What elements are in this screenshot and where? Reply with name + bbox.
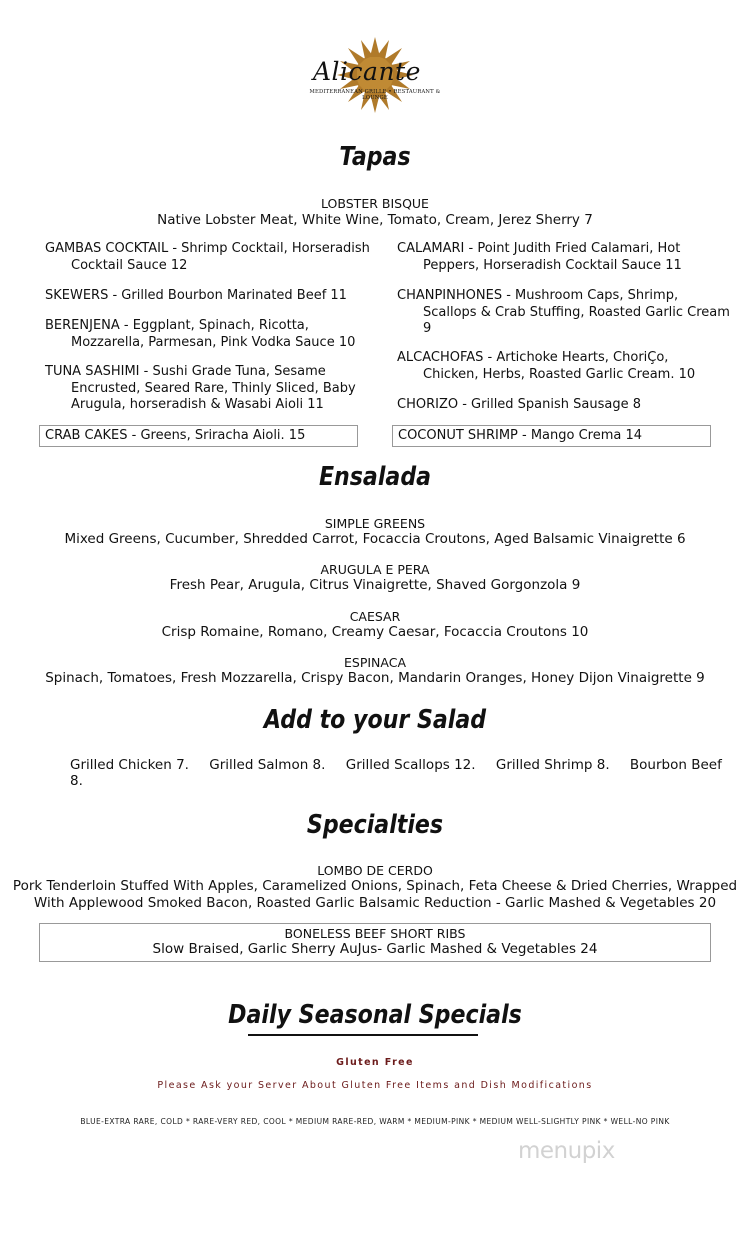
- menu-item-crab-cakes: CRAB CAKES - Greens, Sriracha Aioli. 15: [45, 428, 306, 443]
- menu-item-berenjena: BERENJENA - Eggplant, Spinach, Ricotta, Mozzarella, Parmesan, Pink Vodka Sauce 10: [45, 318, 356, 350]
- menu-item-chanpinhones: CHANPINHONES - Mushroom Caps, Shrimp, Scallops & Crab Stuffing, Roasted Garlic Cream 9: [397, 288, 730, 336]
- salad-desc: Spinach, Tomatoes, Fresh Mozzarella, Crispy Bacon, Mandarin Oranges, Honey Dijon Vinaigrette 9: [45, 670, 705, 686]
- lobster-bisque-title: LOBSTER BISQUE: [321, 196, 429, 211]
- ensalada-heading: Ensalada: [318, 462, 432, 492]
- logo-tagline: MEDITERRANEAN GRILLE • RESTAURANT & LOUNGE: [309, 89, 441, 101]
- tapas-heading: Tapas: [339, 142, 411, 172]
- lobster-bisque-desc: Native Lobster Meat, White Wine, Tomato, Cream, Jerez Sherry 7: [157, 212, 593, 228]
- addon-item: Grilled Chicken 7.: [70, 757, 189, 773]
- menu-item-skewers: SKEWERS - Grilled Bourbon Marinated Beef 11: [45, 288, 347, 303]
- logo-name: Alicante: [313, 57, 421, 86]
- daily-specials-heading: Daily Seasonal Specials: [228, 1000, 522, 1030]
- daily-specials-underline: [248, 1034, 478, 1036]
- salad-addons-list: [70, 757, 750, 789]
- specialties-heading: Specialties: [306, 810, 444, 840]
- salad-desc: Crisp Romaine, Romano, Creamy Caesar, Focaccia Croutons 10: [161, 624, 589, 640]
- addon-item: Grilled Salmon 8.: [209, 757, 326, 773]
- addon-item: Bourbon Beef 8.: [70, 757, 722, 789]
- short-ribs-title: BONELESS BEEF SHORT RIBS: [284, 926, 466, 941]
- addon-item: Grilled Shrimp 8.: [495, 757, 610, 773]
- gluten-free-note: Please Ask your Server About Gluten Free Items and Dish Modifications: [157, 1080, 593, 1091]
- salad-title: ESPINACA: [343, 655, 407, 670]
- add-to-salad-heading: Add to your Salad: [263, 705, 487, 735]
- salad-title: CAESAR: [349, 609, 401, 624]
- salad-title: SIMPLE GREENS: [324, 516, 426, 531]
- menu-item-chorizo: CHORIZO - Grilled Spanish Sausage 8: [397, 397, 641, 412]
- lombo-title: LOMBO DE CERDO: [317, 863, 433, 878]
- salad-desc: Fresh Pear, Arugula, Citrus Vinaigrette, Shaved Gorgonzola 9: [169, 577, 581, 593]
- menupix-watermark: menupix: [518, 1138, 615, 1164]
- salad-title: ARUGULA E PERA: [320, 562, 430, 577]
- coconut-shrimp-box: [392, 425, 711, 447]
- lombo-desc-line1: Pork Tenderloin Stuffed With Apples, Caramelized Onions, Spinach, Feta Cheese & Dried Cherries, Wrapped: [12, 878, 738, 894]
- meat-temperature-guide: BLUE-EXTRA RARE, COLD * RARE-VERY RED, COOL * MEDIUM RARE-RED, WARM * MEDIUM-PINK * MEDIUM WELL-SLIGHTLY PINK * WELL-NO PINK: [80, 1117, 670, 1126]
- menu-item-alcachofas: ALCACHOFAS - Artichoke Hearts, ChoriÇo, Chicken, Herbs, Roasted Garlic Cream. 10: [397, 350, 696, 382]
- short-ribs-desc: Slow Braised, Garlic Sherry AuJus- Garlic Mashed & Vegetables 24: [152, 941, 598, 957]
- addon-item: Grilled Scallops 12.: [345, 757, 476, 773]
- menu-item-coconut-shrimp: COCONUT SHRIMP - Mango Crema 14: [398, 428, 643, 443]
- gluten-free-title: Gluten Free: [336, 1057, 414, 1068]
- menu-item-tuna-sashimi: TUNA SASHIMI - Sushi Grade Tuna, Sesame Encrusted, Seared Rare, Thinly Sliced, Baby Arugula, horseradish & Wasabi Aioli 11: [45, 364, 356, 412]
- crab-cakes-box: [39, 425, 358, 447]
- salad-desc: Mixed Greens, Cucumber, Shredded Carrot, Focaccia Croutons, Aged Balsamic Vinaigrette 6: [64, 531, 686, 547]
- restaurant-logo: [305, 35, 445, 121]
- lombo-desc-line2: With Applewood Smoked Bacon, Roasted Garlic Balsamic Reduction - Garlic Mashed & Vegetables 20: [33, 895, 717, 911]
- menu-item-calamari: CALAMARI - Point Judith Fried Calamari, Hot Peppers, Horseradish Cocktail Sauce 11: [397, 241, 682, 273]
- menu-item-gambas: GAMBAS COCKTAIL - Shrimp Cocktail, Horseradish Cocktail Sauce 12: [45, 241, 370, 273]
